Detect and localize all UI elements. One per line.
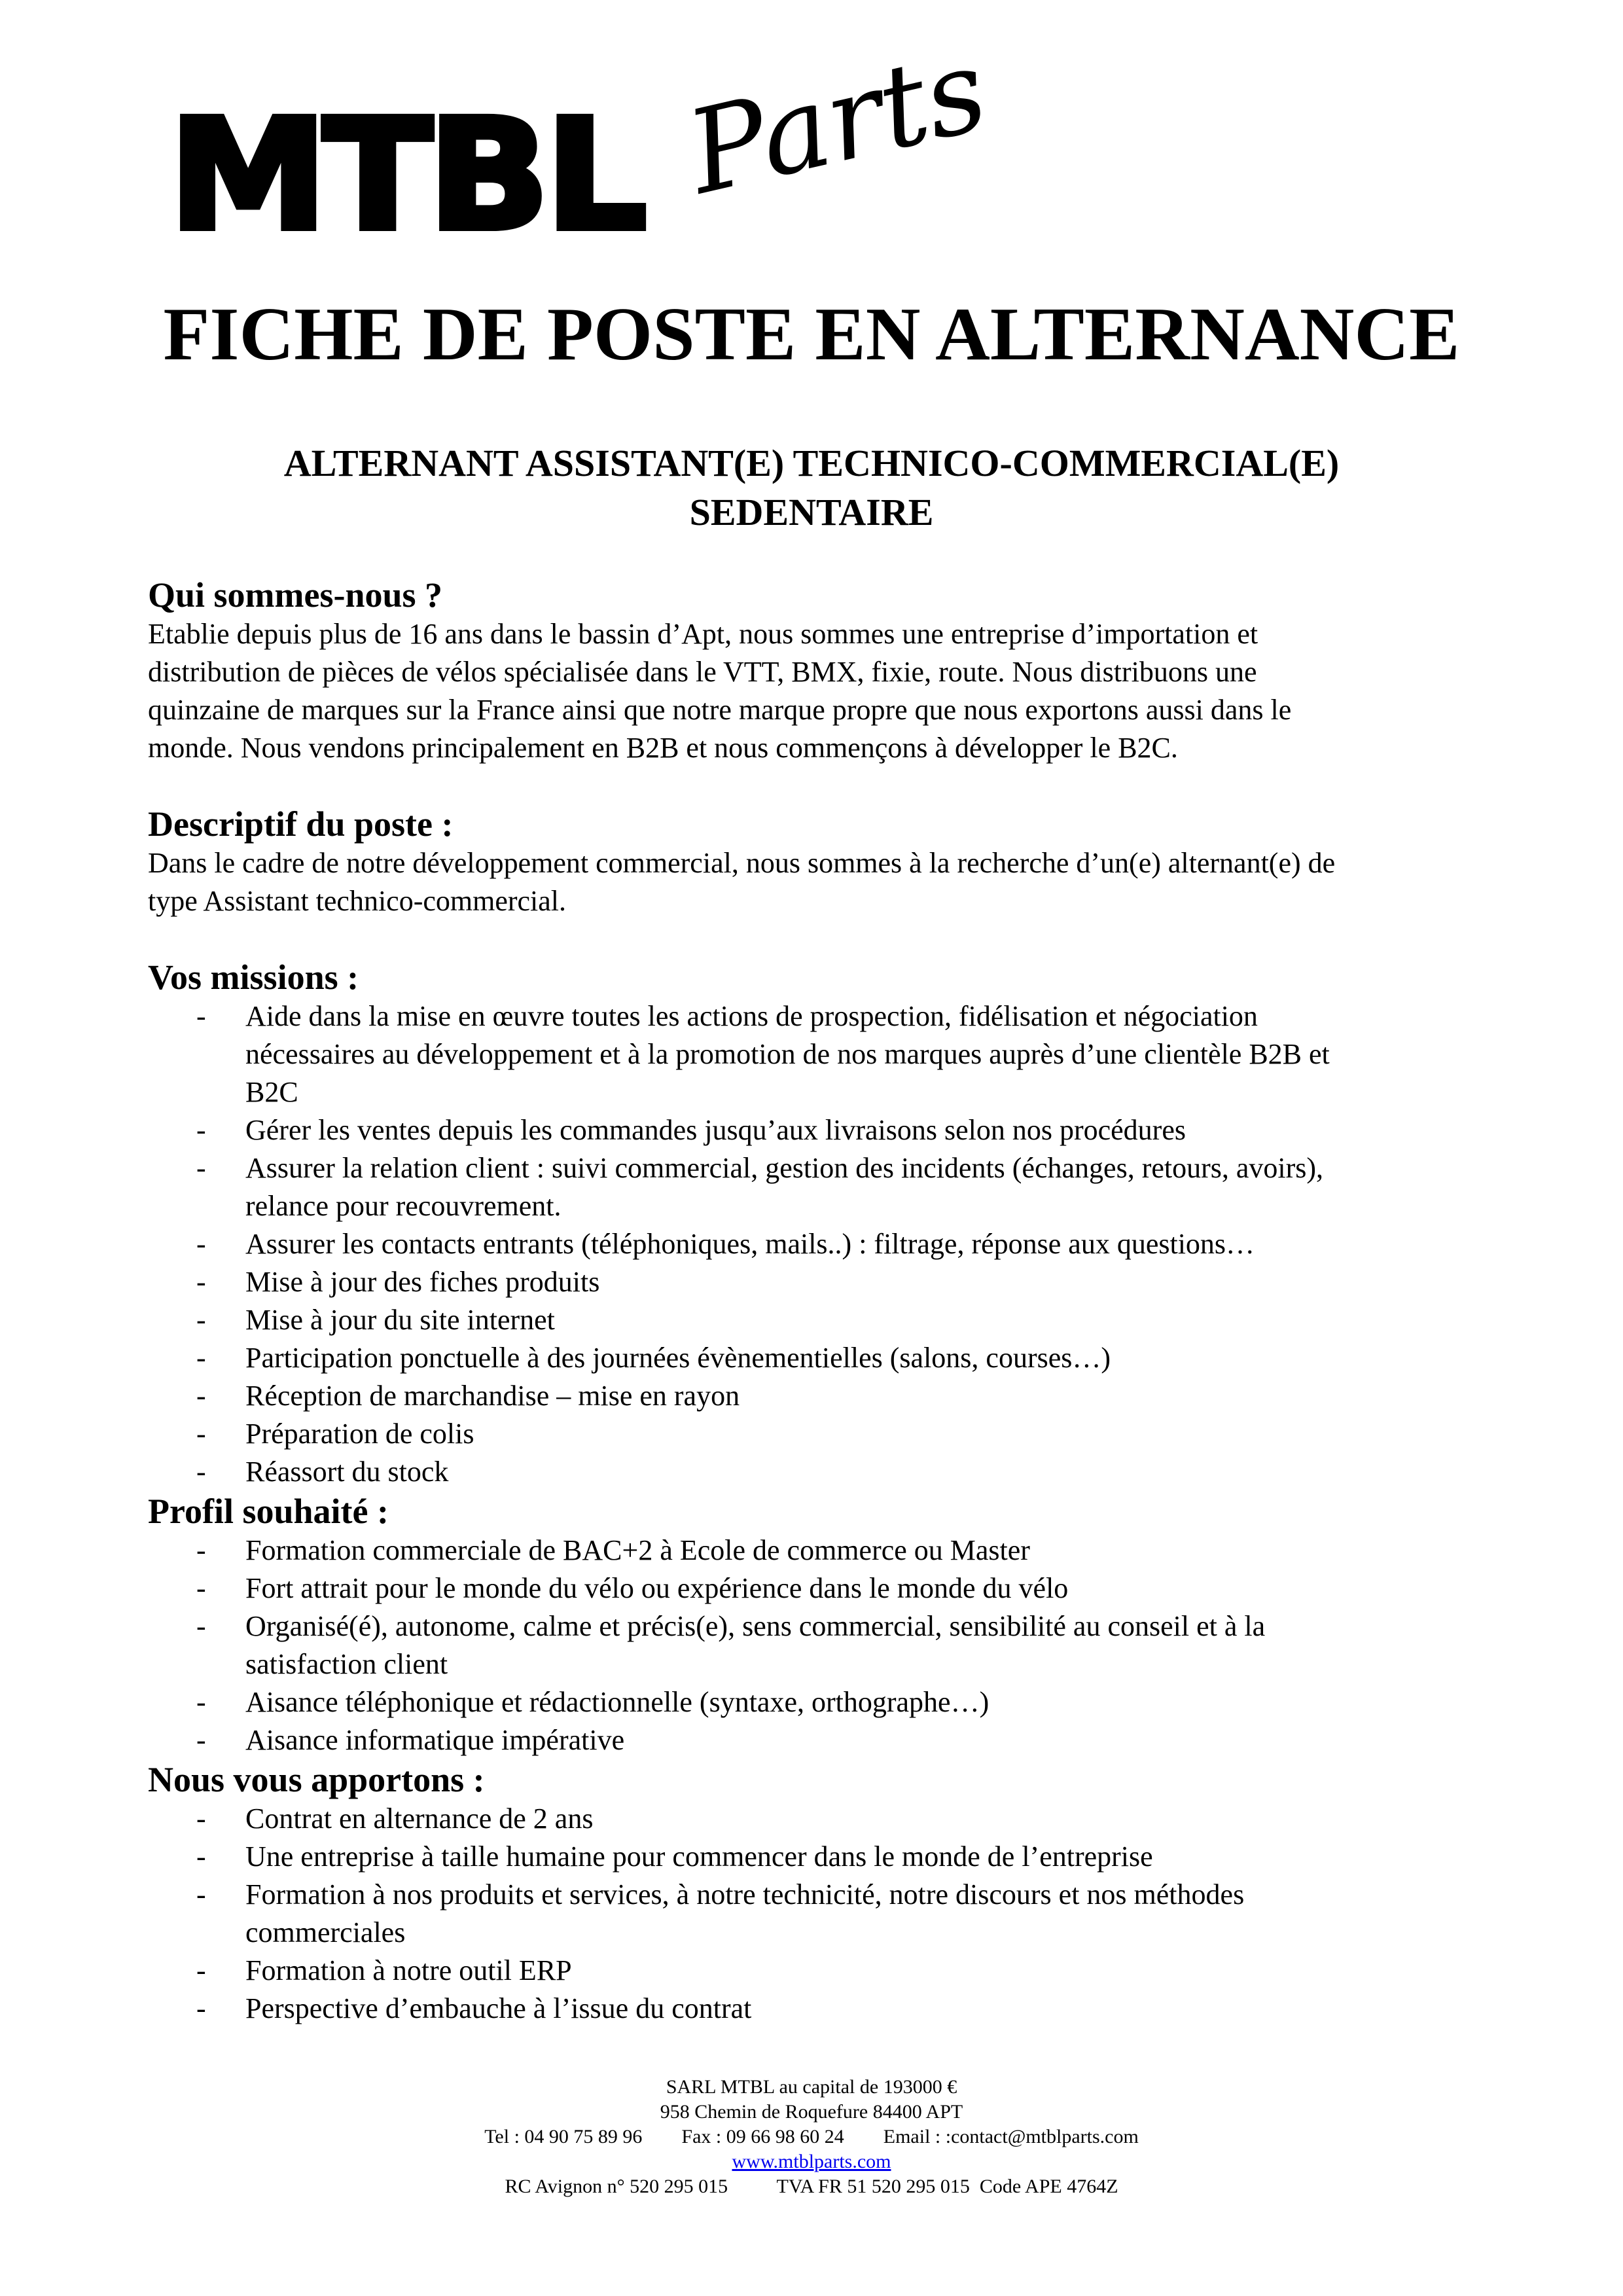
- list-item-line: - Mise à jour des fiches produits: [245, 1266, 600, 1298]
- list-item: [148, 1721, 1509, 1759]
- list-item: [148, 1263, 1509, 1301]
- list-item-line: commerciales: [245, 1916, 406, 1948]
- profile-heading: Profil souhaité :: [148, 1492, 389, 1531]
- document-body: [148, 575, 1509, 2028]
- list-item: [148, 1990, 1509, 2028]
- offer-heading: Nous vous apportons :: [148, 1760, 485, 1799]
- footer-website-link[interactable]: www.mtblparts.com: [732, 2151, 891, 2172]
- list-item: [148, 1453, 1509, 1491]
- list-item-line: - Organisé(é), autonome, calme et précis(e), sens commercial, sensibilité au conseil et à la: [245, 1610, 1266, 1642]
- list-item-line: satisfaction client: [245, 1648, 448, 1680]
- footer-email: Email : :contact@mtblparts.com: [883, 2126, 1139, 2147]
- offer-section: [148, 1759, 1509, 2028]
- footer-phone: Tel : 04 90 75 89 96: [484, 2126, 643, 2147]
- list-item: [148, 1838, 1509, 1876]
- list-item: [148, 1800, 1509, 1838]
- list-item: [148, 1225, 1509, 1263]
- list-item-line: - Perspective d’embauche à l’issue du contrat: [245, 1992, 752, 2024]
- list-item-line: - Participation ponctuelle à des journées évènementielles (salons, courses…): [245, 1342, 1111, 1374]
- job-title-line: SEDENTAIRE: [689, 491, 934, 533]
- list-item: [148, 1607, 1509, 1683]
- footer-tva: TVA FR 51 520 295 015: [776, 2176, 970, 2197]
- footer-company: SARL MTBL au capital de 193000 €: [666, 2076, 957, 2098]
- footer-address: 958 Chemin de Roquefure 84400 APT: [660, 2101, 963, 2123]
- list-item: [148, 1876, 1509, 1952]
- footer-ape: Code APE 4764Z: [979, 2176, 1118, 2197]
- list-item: [148, 1532, 1509, 1570]
- description-line: Dans le cadre de notre développement commercial, nous sommes à la recherche d’un(e) alternant(e) de: [148, 847, 1336, 879]
- list-item-line: relance pour recouvrement.: [245, 1190, 562, 1222]
- list-item-line: - Contrat en alternance de 2 ans: [245, 1803, 594, 1835]
- list-item-line: - Aisance téléphonique et rédactionnelle (syntaxe, orthographe…): [245, 1686, 990, 1718]
- footer-contact-row: [0, 2125, 1623, 2149]
- list-item: [148, 1149, 1509, 1225]
- list-item: [148, 1377, 1509, 1415]
- logo-script: Parts: [676, 23, 999, 221]
- missions-heading: Vos missions :: [148, 958, 359, 997]
- page-footer: [0, 2075, 1623, 2199]
- list-item-line: - Une entreprise à taille humaine pour commencer dans le monde de l’entreprise: [245, 1840, 1153, 1873]
- list-item: [148, 1339, 1509, 1377]
- missions-list: [148, 997, 1509, 1491]
- about-line: distribution de pièces de vélos spécialisée dans le VTT, BMX, fixie, route. Nous distribuons une: [148, 656, 1257, 688]
- list-item-line: - Assurer les contacts entrants (téléphoniques, mails..) : filtrage, réponse aux questions…: [245, 1228, 1255, 1260]
- about-heading: Qui sommes-nous ?: [148, 575, 443, 615]
- list-item-line: B2C: [245, 1076, 298, 1108]
- description-heading: Descriptif du poste :: [148, 804, 454, 844]
- list-item-line: - Gérer les ventes depuis les commandes jusqu’aux livraisons selon nos procédures: [245, 1114, 1186, 1146]
- about-section: [148, 575, 1509, 767]
- list-item-line: - Préparation de colis: [245, 1418, 474, 1450]
- list-item-line: - Aisance informatique impérative: [245, 1724, 625, 1756]
- description-section: [148, 804, 1509, 920]
- job-title: [0, 439, 1623, 537]
- about-line: Etablie depuis plus de 16 ans dans le bassin d’Apt, nous sommes une entreprise d’importation et: [148, 618, 1258, 650]
- list-item-line: - Réception de marchandise – mise en rayon: [245, 1380, 740, 1412]
- list-item: [148, 1952, 1509, 1990]
- about-line: monde. Nous vendons principalement en B2B et nous commençons à développer le B2C.: [148, 732, 1178, 764]
- company-logo: [169, 23, 1020, 264]
- list-item: [148, 1301, 1509, 1339]
- list-item-line: - Fort attrait pour le monde du vélo ou expérience dans le monde du vélo: [245, 1572, 1069, 1604]
- list-item-line: - Assurer la relation client : suivi commercial, gestion des incidents (échanges, retours, avoirs),: [245, 1152, 1324, 1184]
- list-item: [148, 1570, 1509, 1607]
- offer-list: [148, 1800, 1509, 2028]
- list-item-line: - Réassort du stock: [245, 1456, 449, 1488]
- list-item-line: nécessaires au développement et à la promotion de nos marques auprès d’une clientèle B2B et: [245, 1038, 1330, 1070]
- about-line: quinzaine de marques sur la France ainsi que notre marque propre que nous exportons aussi dans le: [148, 694, 1292, 726]
- footer-fax: Fax : 09 66 98 60 24: [681, 2126, 844, 2147]
- list-item-line: - Formation commerciale de BAC+2 à Ecole de commerce ou Master: [245, 1534, 1030, 1566]
- profile-list: [148, 1532, 1509, 1759]
- page-title: FICHE DE POSTE EN ALTERNANCE: [163, 293, 1460, 376]
- list-item-line: - Formation à notre outil ERP: [245, 1954, 572, 1986]
- list-item: [148, 1111, 1509, 1149]
- missions-section: [148, 957, 1509, 1491]
- job-title-line: ALTERNANT ASSISTANT(E) TECHNICO-COMMERCIAL(E): [283, 442, 1340, 484]
- footer-legal-row: [0, 2174, 1623, 2199]
- list-item-line: - Formation à nos produits et services, à notre technicité, notre discours et nos méthodes: [245, 1878, 1245, 1910]
- list-item-line: - Aide dans la mise en œuvre toutes les actions de prospection, fidélisation et négociation: [245, 1000, 1258, 1032]
- logo-wordmark: MTBL: [169, 87, 643, 264]
- list-item: [148, 1683, 1509, 1721]
- list-item: [148, 1415, 1509, 1453]
- footer-rc: RC Avignon n° 520 295 015: [505, 2176, 728, 2197]
- list-item-line: - Mise à jour du site internet: [245, 1304, 555, 1336]
- profile-section: [148, 1491, 1509, 1759]
- description-line: type Assistant technico-commercial.: [148, 885, 567, 917]
- list-item: [148, 997, 1509, 1111]
